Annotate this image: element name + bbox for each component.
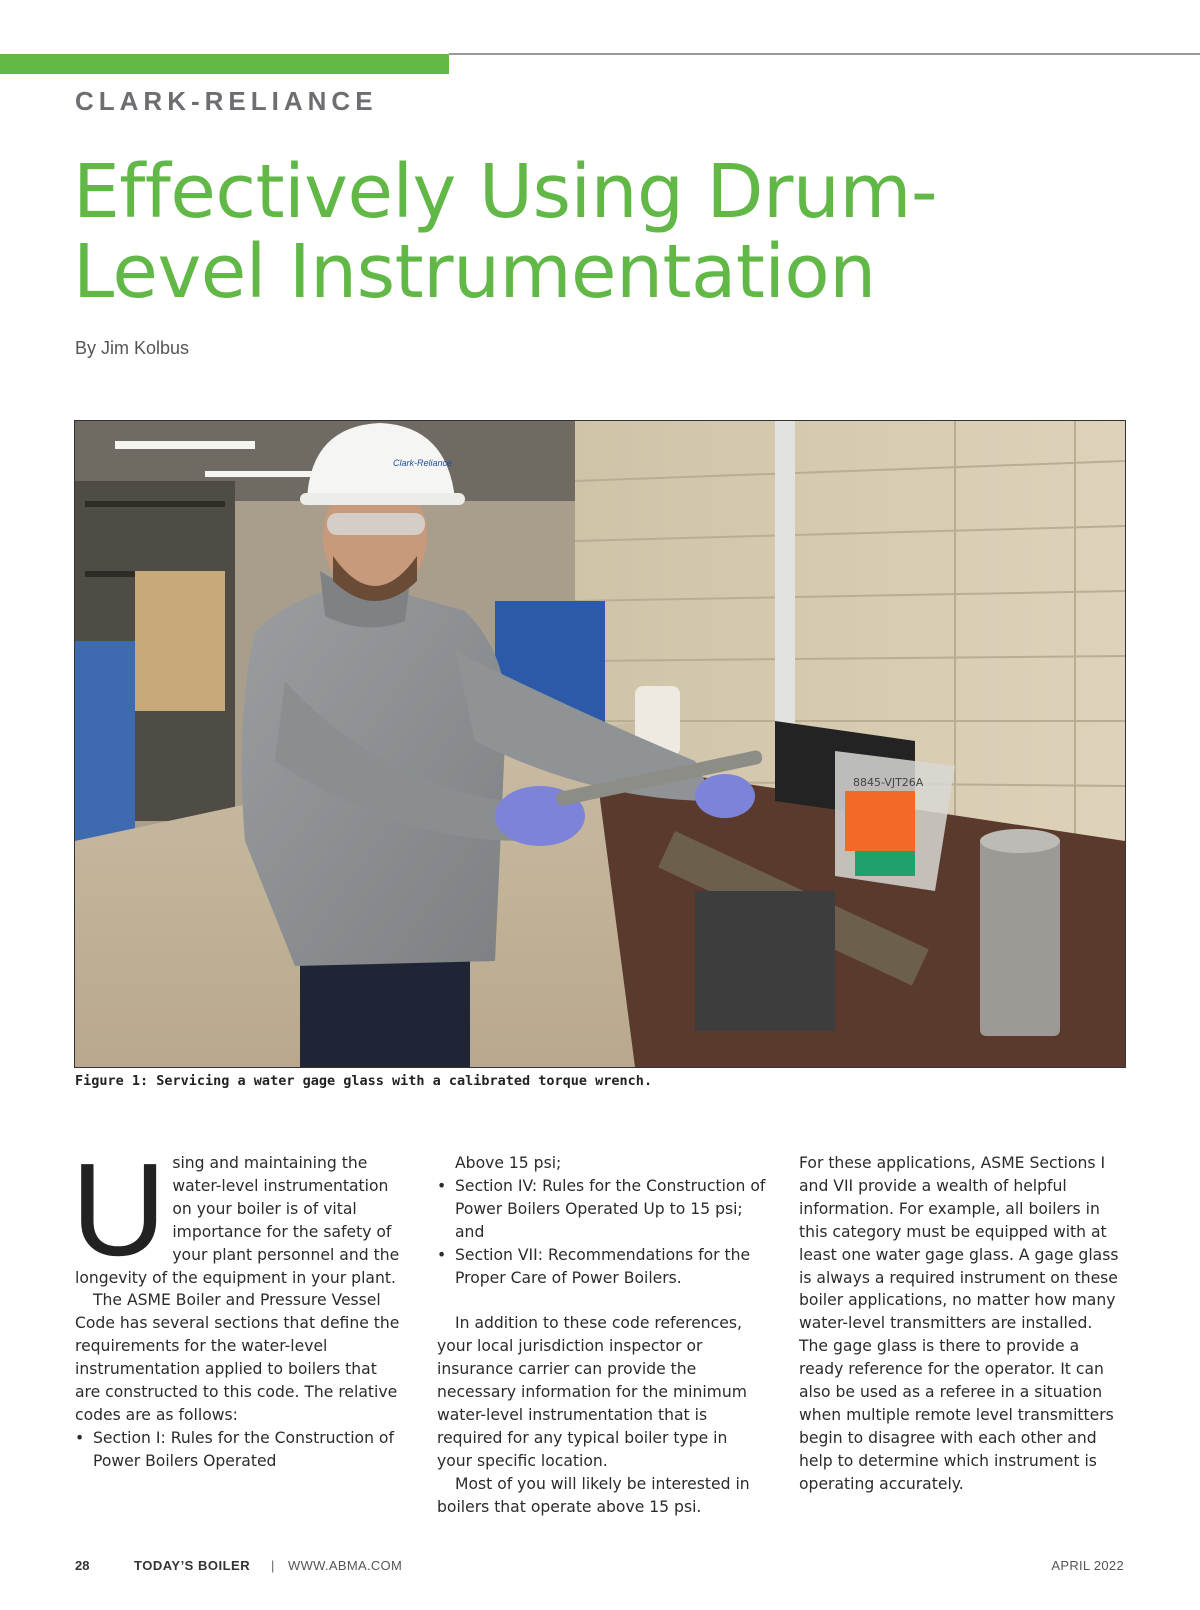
footer-separator: | [271, 1558, 275, 1573]
gage-glass-paragraph: For these applications, ASME Sections I and VII provide a wealth of helpful information. For example, all boilers in this category must be equipped with at least one water gage glass. A gage glass is always a required instrument on these boiler applications, no matter how many water-level transmitters are installed. The gage glass is there to provide a ready reference for the operator. It can also be used as a referee in a situation when multiple remote level transmitters begin to disagree with each other and help to determine which instrument is operating accurately. [799, 1154, 1119, 1493]
list-item-section-4: • Section IV: Rules for the Construction of Power Boilers Operated Up to 15 psi; and [437, 1175, 767, 1244]
list-item-section-7: • Section VII: Recommendations for the Proper Care of Power Boilers. [437, 1244, 767, 1290]
bag-label: 8845-VJT26A [853, 776, 924, 789]
code-list [75, 1427, 405, 1473]
page-footer [0, 1558, 1200, 1578]
issue-date: APRIL 2022 [1051, 1558, 1124, 1573]
section-label: CLARK-RELIANCE [75, 86, 378, 116]
body-column-2 [437, 1152, 767, 1518]
jurisdiction-paragraph: In addition to these code references, your local jurisdiction inspector or insurance carrier can provide the necessary information for the minimum water-level instrumentation that is required for any typical boiler type in your specific location. [437, 1314, 747, 1470]
byline: By Jim Kolbus [75, 338, 190, 358]
page-number: 28 [75, 1558, 90, 1573]
magazine-name: TODAY’S BOILER [134, 1558, 251, 1573]
drop-cap: U [71, 1136, 167, 1283]
list-item-continuation: Above 15 psi; [455, 1154, 562, 1172]
workshop-photo-illustration [75, 421, 1125, 1067]
header-rule [449, 53, 1200, 55]
figure-caption: Figure 1: Servicing a water gage glass with a calibrated torque wrench. [75, 1073, 653, 1089]
intro-paragraph: sing and maintaining the water-level instrumentation on your boiler is of vital importance for the safety of your plant personnel and the longevity of the equipment in your plant. [75, 1154, 400, 1287]
body-column-1 [71, 1136, 405, 1473]
article-title-line-1: Effectively Using Drum- [73, 149, 938, 235]
website-link[interactable]: WWW.ABMA.COM [288, 1558, 403, 1573]
article-title [73, 149, 1133, 315]
header-accent-bar [0, 54, 449, 74]
code-list-continued [437, 1175, 767, 1290]
paragraph-spacer [437, 1289, 767, 1312]
list-item-section-1: • Section I: Rules for the Construction of Power Boilers Operated [75, 1427, 405, 1473]
asme-paragraph: The ASME Boiler and Pressure Vessel Code has several sections that define the requirements for the water-level instrumentation applied to boilers that are constructed to this code. The relative codes are as follows: [75, 1291, 400, 1424]
psi-paragraph: Most of you will likely be interested in boilers that operate above 15 psi. [437, 1474, 750, 1516]
article-title-line-2: Level Instrumentation [73, 229, 876, 315]
hardhat-logo: Clark-Reliance [393, 458, 453, 468]
figure-photo [74, 420, 1126, 1068]
body-column-3 [799, 1152, 1124, 1496]
